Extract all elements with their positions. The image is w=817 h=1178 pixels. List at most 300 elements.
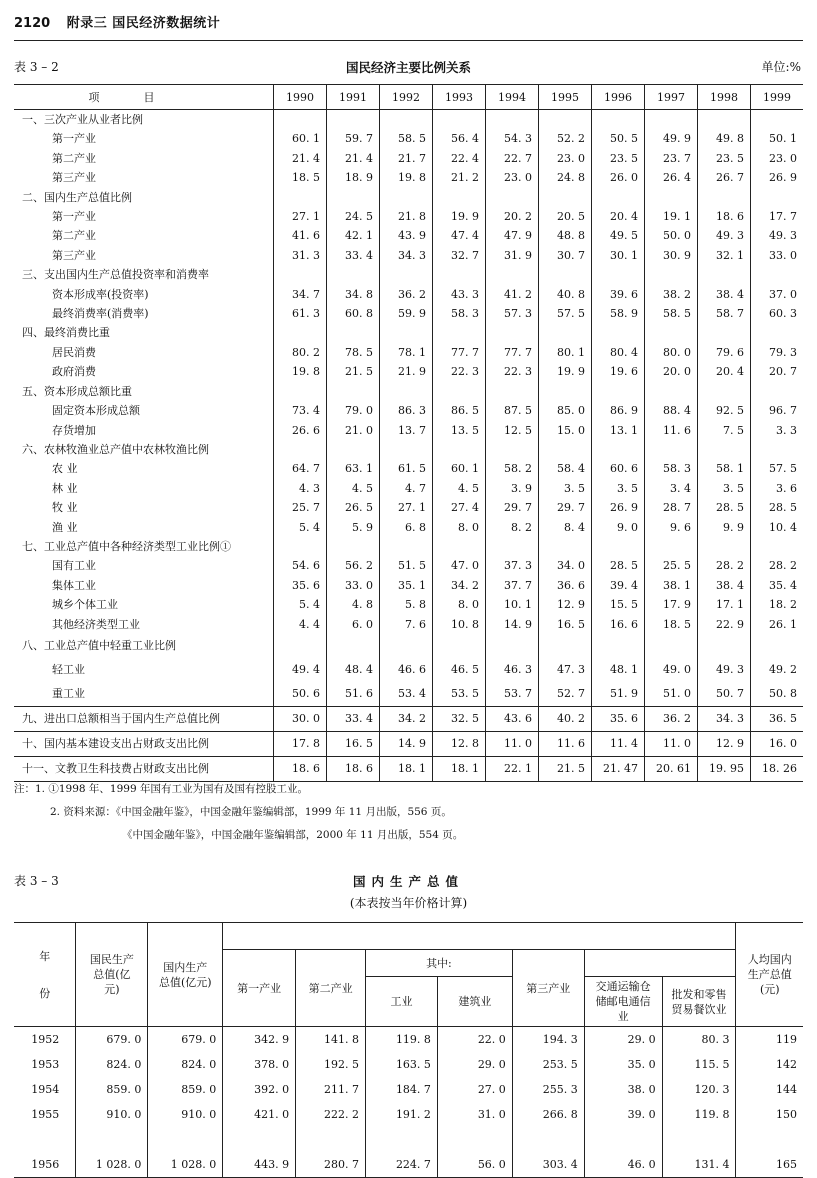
table-row <box>14 362 803 381</box>
data-cell: 11. 6 <box>539 731 592 756</box>
data-cell: 57. 5 <box>751 459 804 478</box>
data-cell: 18. 6 <box>327 756 380 781</box>
data-cell: 48. 8 <box>539 226 592 245</box>
data-cell <box>751 188 804 207</box>
data-cell: 46. 5 <box>433 658 486 682</box>
table-row <box>14 682 803 707</box>
tertiary-column-header: 第三产业 <box>512 950 584 1027</box>
data-cell: 119 <box>736 1027 803 1053</box>
data-cell: 50. 0 <box>645 226 698 245</box>
primary-column-header: 第一产业 <box>223 950 296 1027</box>
row-label: 集体工业 <box>52 578 96 592</box>
data-cell: 58. 3 <box>433 304 486 323</box>
data-cell: 23. 0 <box>486 168 539 187</box>
year-column-header: 1997 <box>645 85 698 110</box>
data-cell: 22. 7 <box>486 149 539 168</box>
data-cell: 8. 0 <box>433 595 486 614</box>
data-cell: 21. 4 <box>327 149 380 168</box>
row-label: 其他经济类型工业 <box>52 617 140 631</box>
data-cell: 253. 5 <box>512 1052 584 1077</box>
data-cell: 63. 1 <box>327 459 380 478</box>
item-column-header: 项目 <box>14 85 274 110</box>
data-cell: 51. 5 <box>380 556 433 575</box>
data-cell: 17. 8 <box>274 731 327 756</box>
data-cell <box>645 440 698 459</box>
data-cell: 49. 2 <box>751 658 804 682</box>
table-row <box>14 1077 803 1102</box>
data-cell: 11. 0 <box>486 731 539 756</box>
data-cell: 20. 2 <box>486 207 539 226</box>
data-cell: 53. 5 <box>433 682 486 707</box>
data-cell: 266. 8 <box>512 1102 584 1127</box>
table-row <box>14 459 803 478</box>
data-cell: 49. 9 <box>645 129 698 148</box>
data-cell: 910. 0 <box>76 1102 148 1127</box>
data-cell: 43. 3 <box>433 285 486 304</box>
data-cell: 58. 9 <box>592 304 645 323</box>
data-cell: 8. 2 <box>486 518 539 537</box>
data-cell: 50. 1 <box>751 129 804 148</box>
data-cell: 36. 6 <box>539 576 592 595</box>
data-cell <box>698 265 751 284</box>
page-header-title: 附录三 国民经济数据统计 <box>66 16 221 31</box>
note-1: 注：1. ①1998 年、1999 年国有工业为国有及国有控股工业。 <box>14 783 308 795</box>
table-3-2-unit: 单位:% <box>761 60 801 74</box>
table-row <box>14 615 803 634</box>
data-cell <box>698 537 751 556</box>
data-cell: 56. 4 <box>433 129 486 148</box>
data-cell: 25. 7 <box>274 498 327 517</box>
data-cell: 60. 8 <box>327 304 380 323</box>
data-cell: 22. 1 <box>486 756 539 781</box>
table-row <box>14 421 803 440</box>
construction-column-header: 建筑业 <box>437 977 512 1027</box>
data-cell: 60. 1 <box>433 459 486 478</box>
data-cell: 224. 7 <box>366 1152 438 1178</box>
data-cell: 18. 2 <box>751 595 804 614</box>
data-cell: 36. 2 <box>645 706 698 731</box>
data-cell: 3. 5 <box>698 479 751 498</box>
data-cell: 19. 6 <box>592 362 645 381</box>
data-cell <box>433 265 486 284</box>
data-cell: 80. 4 <box>592 343 645 362</box>
data-cell: 35. 6 <box>274 576 327 595</box>
data-cell: 144 <box>736 1077 803 1102</box>
data-cell: 18. 5 <box>645 615 698 634</box>
data-cell <box>592 188 645 207</box>
data-cell: 34. 3 <box>698 706 751 731</box>
row-label: 九、进出口总额相当于国内生产总值比例 <box>14 706 274 731</box>
data-cell <box>592 382 645 401</box>
data-cell: 80. 3 <box>662 1027 736 1053</box>
data-cell: 50. 8 <box>751 682 804 707</box>
data-cell: 24. 8 <box>539 168 592 187</box>
table-3-2-label: 表 3 – 2 <box>14 60 59 74</box>
row-label: 居民消费 <box>52 345 96 359</box>
data-cell: 22. 3 <box>486 362 539 381</box>
data-cell: 18. 1 <box>433 756 486 781</box>
year-column-header: 1993 <box>433 85 486 110</box>
data-cell: 3. 6 <box>751 479 804 498</box>
table-row <box>14 343 803 362</box>
data-cell: 7. 6 <box>380 615 433 634</box>
data-cell: 48. 1 <box>592 658 645 682</box>
table-row <box>14 1027 803 1053</box>
data-cell: 80. 0 <box>645 343 698 362</box>
data-cell: 27. 1 <box>380 498 433 517</box>
data-cell: 40. 8 <box>539 285 592 304</box>
table-3-2 <box>14 84 803 782</box>
data-cell: 43. 6 <box>486 706 539 731</box>
data-cell: 48. 4 <box>327 658 380 682</box>
row-label: 林 业 <box>52 481 78 495</box>
data-cell: 18. 26 <box>751 756 804 781</box>
table-3-2-caption <box>14 58 803 76</box>
data-cell: 14. 9 <box>486 615 539 634</box>
data-cell: 27. 4 <box>433 498 486 517</box>
table-row <box>14 498 803 517</box>
data-cell <box>645 382 698 401</box>
data-cell <box>486 188 539 207</box>
data-cell: 34. 0 <box>539 556 592 575</box>
data-cell <box>539 265 592 284</box>
data-cell: 64. 7 <box>274 459 327 478</box>
data-cell: 10. 1 <box>486 595 539 614</box>
data-cell <box>751 265 804 284</box>
data-cell: 10. 8 <box>433 615 486 634</box>
data-cell: 35. 0 <box>584 1052 662 1077</box>
data-cell: 79. 0 <box>327 401 380 420</box>
table-row <box>14 285 803 304</box>
data-cell: 191. 2 <box>366 1102 438 1127</box>
data-cell: 5. 4 <box>274 595 327 614</box>
table-row <box>14 518 803 537</box>
data-cell <box>592 265 645 284</box>
industry-column-header: 工业 <box>366 977 438 1027</box>
data-cell: 58. 1 <box>698 459 751 478</box>
data-cell <box>539 110 592 130</box>
data-cell <box>751 110 804 130</box>
data-cell <box>380 440 433 459</box>
data-cell: 49. 5 <box>592 226 645 245</box>
section-row <box>14 537 803 556</box>
data-cell <box>698 440 751 459</box>
data-cell: 58. 4 <box>539 459 592 478</box>
table-3-3-body <box>14 1027 803 1178</box>
data-cell: 30. 0 <box>274 706 327 731</box>
data-cell: 6. 8 <box>380 518 433 537</box>
data-cell: 51. 6 <box>327 682 380 707</box>
data-cell: 17. 1 <box>698 595 751 614</box>
data-cell: 19. 8 <box>380 168 433 187</box>
secondary-column-header: 第二产业 <box>296 950 366 1027</box>
data-cell: 4. 5 <box>433 479 486 498</box>
year-cell: 1952 <box>31 1033 60 1046</box>
data-cell <box>327 323 380 342</box>
section-row <box>14 440 803 459</box>
header-divider <box>14 40 803 41</box>
data-cell: 119. 8 <box>662 1102 736 1127</box>
data-cell: 211. 7 <box>296 1077 366 1102</box>
data-cell: 54. 3 <box>486 129 539 148</box>
data-cell: 60. 3 <box>751 304 804 323</box>
data-cell: 31. 0 <box>437 1102 512 1127</box>
data-cell: 46. 6 <box>380 658 433 682</box>
data-cell <box>645 537 698 556</box>
data-cell <box>380 634 433 658</box>
data-cell: 280. 7 <box>296 1152 366 1178</box>
data-cell: 11. 6 <box>645 421 698 440</box>
table-notes <box>14 778 463 847</box>
data-cell: 46. 0 <box>584 1152 662 1178</box>
row-label: 国有工业 <box>52 559 96 573</box>
data-cell: 59. 7 <box>327 129 380 148</box>
data-cell: 58. 7 <box>698 304 751 323</box>
data-cell: 22. 4 <box>433 149 486 168</box>
data-cell: 61. 3 <box>274 304 327 323</box>
data-cell: 86. 9 <box>592 401 645 420</box>
row-label: 第三产业 <box>52 248 96 262</box>
tertiary-subgroup-header <box>584 950 736 977</box>
data-cell: 34. 8 <box>327 285 380 304</box>
data-cell: 23. 0 <box>539 149 592 168</box>
data-cell: 50. 5 <box>592 129 645 148</box>
row-label: 七、工业总产值中各种经济类型工业比例① <box>22 539 231 553</box>
data-cell: 4. 5 <box>327 479 380 498</box>
data-cell: 58. 3 <box>645 459 698 478</box>
data-cell <box>645 188 698 207</box>
section-row <box>14 706 803 731</box>
data-cell: 7. 5 <box>698 421 751 440</box>
data-cell: 21. 4 <box>274 149 327 168</box>
section-row <box>14 188 803 207</box>
data-cell: 17. 7 <box>751 207 804 226</box>
data-cell: 26. 6 <box>274 421 327 440</box>
sector-group-header <box>223 923 736 950</box>
data-cell: 21. 8 <box>380 207 433 226</box>
row-label: 固定资本形成总额 <box>52 404 140 418</box>
table-row <box>14 401 803 420</box>
data-cell: 27. 0 <box>437 1077 512 1102</box>
data-cell: 40. 2 <box>539 706 592 731</box>
data-cell: 30. 9 <box>645 246 698 265</box>
table-row <box>14 658 803 682</box>
data-cell <box>645 634 698 658</box>
data-cell: 41. 2 <box>486 285 539 304</box>
data-cell: 28. 7 <box>645 498 698 517</box>
data-cell: 13. 5 <box>433 421 486 440</box>
data-cell <box>592 110 645 130</box>
data-cell: 18. 6 <box>698 207 751 226</box>
data-cell: 25. 5 <box>645 556 698 575</box>
data-cell <box>751 323 804 342</box>
data-cell <box>751 537 804 556</box>
data-cell: 31. 3 <box>274 246 327 265</box>
data-cell: 18. 5 <box>274 168 327 187</box>
data-cell: 49. 3 <box>698 658 751 682</box>
data-cell: 57. 3 <box>486 304 539 323</box>
data-cell <box>380 323 433 342</box>
data-cell: 26. 4 <box>645 168 698 187</box>
data-cell: 11. 4 <box>592 731 645 756</box>
data-cell: 32. 1 <box>698 246 751 265</box>
gdp-column-header: 国内生产总值(亿元) <box>148 923 223 1027</box>
data-cell: 38. 2 <box>645 285 698 304</box>
data-cell: 1 028. 0 <box>148 1152 223 1178</box>
data-cell: 150 <box>736 1102 803 1127</box>
table-3-2-title: 国民经济主要比例关系 <box>345 60 471 75</box>
data-cell: 38. 4 <box>698 285 751 304</box>
data-cell <box>433 634 486 658</box>
data-cell: 120. 3 <box>662 1077 736 1102</box>
section-row <box>14 265 803 284</box>
data-cell: 37. 3 <box>486 556 539 575</box>
data-cell: 115. 5 <box>662 1052 736 1077</box>
data-cell: 37. 0 <box>751 285 804 304</box>
data-cell <box>698 323 751 342</box>
data-cell: 28. 5 <box>751 498 804 517</box>
data-cell: 92. 5 <box>698 401 751 420</box>
table-row <box>14 576 803 595</box>
section-row <box>14 731 803 756</box>
data-cell: 1 028. 0 <box>76 1152 148 1178</box>
row-label: 最终消费率(消费率) <box>52 307 149 321</box>
data-cell <box>486 537 539 556</box>
data-cell: 36. 5 <box>751 706 804 731</box>
data-cell: 34. 2 <box>380 706 433 731</box>
data-cell <box>539 634 592 658</box>
data-cell: 29. 7 <box>486 498 539 517</box>
data-cell: 33. 0 <box>327 576 380 595</box>
data-cell: 77. 7 <box>433 343 486 362</box>
row-label: 第一产业 <box>52 210 96 224</box>
data-cell: 9. 6 <box>645 518 698 537</box>
data-cell <box>274 440 327 459</box>
data-cell: 16. 5 <box>327 731 380 756</box>
table-3-3-label: 表 3 – 3 <box>14 874 59 888</box>
data-cell: 22. 9 <box>698 615 751 634</box>
data-cell <box>486 634 539 658</box>
year-column-header: 1990 <box>274 85 327 110</box>
data-cell: 3. 5 <box>539 479 592 498</box>
data-cell: 35. 6 <box>592 706 645 731</box>
data-cell: 17. 9 <box>645 595 698 614</box>
data-cell: 3. 5 <box>592 479 645 498</box>
data-cell: 96. 7 <box>751 401 804 420</box>
data-cell: 679. 0 <box>76 1027 148 1053</box>
data-cell: 303. 4 <box>512 1152 584 1178</box>
data-cell: 16. 5 <box>539 615 592 634</box>
data-cell: 23. 7 <box>645 149 698 168</box>
data-cell: 859. 0 <box>148 1077 223 1102</box>
data-cell: 13. 7 <box>380 421 433 440</box>
data-cell: 194. 3 <box>512 1027 584 1053</box>
data-cell: 119. 8 <box>366 1027 438 1053</box>
year-column-header: 1999 <box>751 85 804 110</box>
data-cell <box>327 537 380 556</box>
data-cell: 47. 4 <box>433 226 486 245</box>
data-cell: 38. 1 <box>645 576 698 595</box>
data-cell: 52. 2 <box>539 129 592 148</box>
data-cell <box>433 382 486 401</box>
data-cell: 28. 5 <box>698 498 751 517</box>
year-column-header: 1998 <box>698 85 751 110</box>
data-cell: 222. 2 <box>296 1102 366 1127</box>
data-cell: 33. 4 <box>327 706 380 731</box>
data-cell <box>274 537 327 556</box>
data-cell: 9. 9 <box>698 518 751 537</box>
table-row <box>14 1152 803 1178</box>
data-cell <box>592 323 645 342</box>
data-cell <box>486 110 539 130</box>
data-cell <box>327 110 380 130</box>
data-cell: 57. 5 <box>539 304 592 323</box>
data-cell: 56. 0 <box>437 1152 512 1178</box>
data-cell: 46. 3 <box>486 658 539 682</box>
table-row <box>14 129 803 148</box>
year-column-header: 1991 <box>327 85 380 110</box>
data-cell: 11. 0 <box>645 731 698 756</box>
data-cell: 58. 2 <box>486 459 539 478</box>
row-label: 八、工业总产值中轻重工业比例 <box>22 638 176 652</box>
data-cell <box>751 634 804 658</box>
row-label: 城乡个体工业 <box>52 598 118 612</box>
data-cell: 23. 5 <box>698 149 751 168</box>
data-cell: 12. 8 <box>433 731 486 756</box>
data-cell: 163. 5 <box>366 1052 438 1077</box>
data-cell: 131. 4 <box>662 1152 736 1178</box>
data-cell: 679. 0 <box>148 1027 223 1053</box>
data-cell: 35. 1 <box>380 576 433 595</box>
data-cell <box>751 382 804 401</box>
data-cell <box>274 265 327 284</box>
section-row <box>14 110 803 130</box>
data-cell <box>327 265 380 284</box>
row-label: 牧 业 <box>52 501 78 515</box>
data-cell: 53. 7 <box>486 682 539 707</box>
data-cell <box>486 382 539 401</box>
row-label: 第一产业 <box>52 132 96 146</box>
data-cell <box>486 265 539 284</box>
table-row <box>14 149 803 168</box>
data-cell <box>380 188 433 207</box>
data-cell: 34. 3 <box>380 246 433 265</box>
section-row <box>14 323 803 342</box>
data-cell: 52. 7 <box>539 682 592 707</box>
data-cell: 4. 3 <box>274 479 327 498</box>
data-cell: 31. 9 <box>486 246 539 265</box>
data-cell: 47. 0 <box>433 556 486 575</box>
data-cell: 12. 9 <box>698 731 751 756</box>
data-cell: 5. 9 <box>327 518 380 537</box>
data-cell: 26. 0 <box>592 168 645 187</box>
of-which-header: 其中: <box>366 950 513 977</box>
data-cell: 78. 5 <box>327 343 380 362</box>
data-cell: 26. 5 <box>327 498 380 517</box>
data-cell: 60. 1 <box>274 129 327 148</box>
data-cell: 49. 3 <box>698 226 751 245</box>
table-3-3 <box>14 922 803 1178</box>
row-label: 第二产业 <box>52 229 96 243</box>
data-cell: 49. 8 <box>698 129 751 148</box>
data-cell: 165 <box>736 1152 803 1178</box>
data-cell: 141. 8 <box>296 1027 366 1053</box>
row-label: 第二产业 <box>52 151 96 165</box>
table-3-2-body <box>14 110 803 782</box>
data-cell <box>486 440 539 459</box>
data-cell <box>380 537 433 556</box>
data-cell: 3. 3 <box>751 421 804 440</box>
